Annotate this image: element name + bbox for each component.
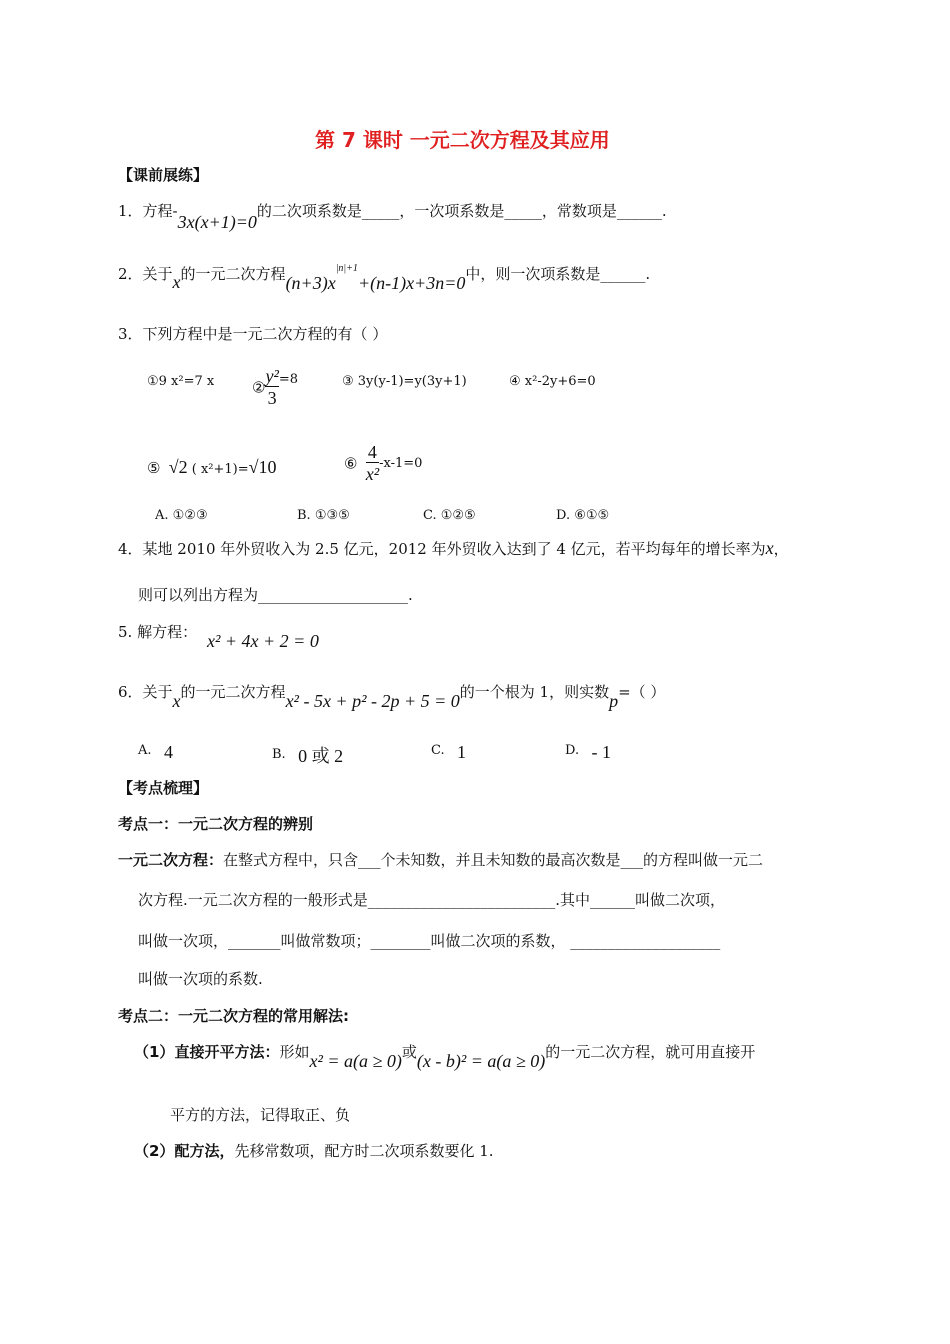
q2-text: 中，则一次项系数是______. [465,265,651,283]
q3-option-6-fraction: $\frac{4}{\text{x²}}$ [365,442,380,484]
sqrt-10: √10 [248,457,277,477]
q6-choice-a: A. 4 [138,742,173,762]
q1-text: 的二次项系数是_____，一次项系数是_____，常数项是______. [256,202,667,220]
method-2-label: 配方法， [174,1142,235,1160]
method-1-eq-1: x² = a(a ≥ 0) [309,1051,402,1071]
definition-line-4: 叫做一次项的系数. [138,970,263,988]
q3-option-1: ①9 x²=7 x [147,374,215,389]
q2-prefix: 2．关于 [118,265,173,283]
q2-mid: 的一元二次方程 [180,265,286,283]
page-title: 第 7 课时 一元二次方程及其应用 [315,128,610,152]
q3-choice-a: A. ①②③ [155,508,208,523]
q6-var: x [172,691,181,711]
q3-option-2-fraction: $\frac{\text{y²}}{3}$ [265,366,279,408]
question-3: 3．下列方程中是一元二次方程的有（ ） [118,325,388,343]
q2-var: x [172,272,181,292]
method-1: （1）直接开平方法：形如x² = a(a ≥ 0)或(x - b)² = a(a ≥ 0)的一元二次方程，就可用直接开 [134,1043,756,1071]
q1-prefix: 1．方程- [118,202,178,220]
q3-option-3: ③ 3y(y-1)=y(3y+1) [342,374,467,389]
question-1 [118,200,667,232]
q6-equation: x² - 5x + p² - 2p + 5 = 0 [285,691,460,711]
sqrt-2: √2 [168,457,188,477]
definition-line-3: 叫做一次项，_______叫做常数项；________叫做二次项的系数， ____________________ [138,932,721,950]
question-5: 5. 解方程： [118,623,198,641]
method-1-label: 直接开平方法： [174,1043,280,1061]
q3-choice-b: B. ①③⑤ [297,508,350,523]
q2-exponent: |n|+1 [335,263,358,274]
q3-option-2: ② $\frac{\text{y²}}{3}$ =8 [252,366,299,408]
definition-label: 一元二次方程： [118,851,224,869]
q2-equation-b: +(n-1)x+3n=0 [357,273,466,293]
q6-choice-d: D. - 1 [565,742,611,762]
q6-choice-c: C. 1 [431,742,467,762]
question-4-line-2: 则可以列出方程为____________________. [138,586,413,604]
section-heading-review: 【考点梳理】 [118,779,209,797]
question-6: 6．关于x的一元二次方程x² - 5x + p² - 2p + 5 = 0的一个根为 1，则实数p=（ ） [118,683,666,711]
question-4: 4．某地 2010 年外贸收入为 2.5 亿元，2012 年外贸收入达到了 4 亿元，若平均每年的增长率为x， [118,538,789,558]
q3-option-4: ④ x²-2y+6=0 [509,374,596,389]
topic-2-heading: 考点二：一元二次方程的常用解法: [118,1007,350,1025]
q6-p: p [609,691,619,711]
q3-choice-c: C. ①②⑤ [423,508,476,523]
method-1-eq-2: (x - b)² = a(a ≥ 0) [416,1051,546,1071]
question-2 [118,263,651,293]
topic-1-heading: 考点一：一元二次方程的辨别 [118,815,314,833]
q3-choice-d: D. ⑥①⑤ [556,508,610,523]
q3-option-5: ⑤ √2 ( x²+1)=√10 [147,457,277,477]
q3-option-6: ⑥ $\frac{4}{\text{x²}}$ -x-1=0 [344,442,423,484]
section-heading-preview: 【课前展练】 [118,166,209,184]
q1-equation: 3x(x+1)=0 [177,212,257,232]
definition-line-2: 次方程.一元二次方程的一般形式是_________________________.其中______叫做二次项， [138,891,726,909]
method-2: （2）配方法，先移常数项，配方时二次项系数要化 1. [134,1142,494,1160]
definition-line-1: 一元二次方程：在整式方程中，只含___个未知数，并且未知数的最高次数是___的方程叫做一元二 [118,851,764,869]
q2-equation-a: (n+3)x [285,273,336,293]
q6-choice-b: B. 0 或 2 [272,746,344,766]
method-1-line-2: 平方的方法，记得取正、负 [170,1106,351,1124]
q4-var: x [765,538,774,558]
q5-equation: x² + 4x + 2 = 0 [207,631,319,651]
